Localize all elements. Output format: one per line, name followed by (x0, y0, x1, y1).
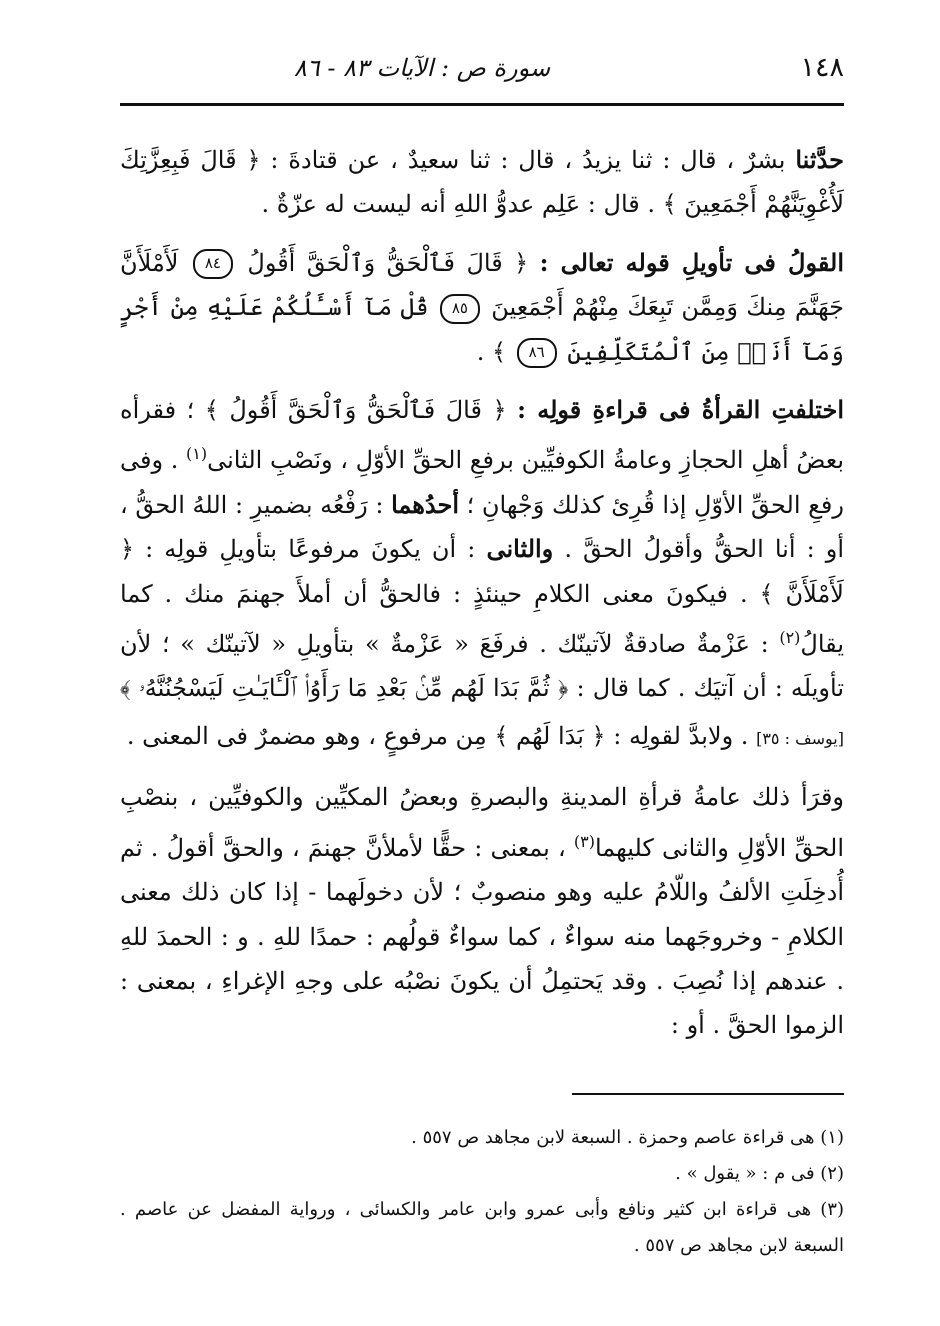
paragraph-text: بشرٌ ، قال : ثنا يزيدُ ، قال : ثنا سعيدٌ ، عن قتادةَ : ﴿ قَالَ فَبِعِزَّتِكَ لَأُغْوِيَنَّهُمْ أَجْمَعِينَ ﴾ . قال : عَلِم عدوُّ اللهِ أنه ليست له عزّةٌ . (120, 146, 844, 219)
footnote-ref: (١) (185, 444, 208, 464)
paragraph-text: ، بمعنى : حقًّا لأملأنَّ جهنمَ ، والحقَّ أقولُ . ثم أُدخِلَتِ الألفُ واللّامُ عليه وهو منصوبٌ ؛ لأن دخولَهما - إذا كان ذلك معنى الكلامِ - وخروجَهما منه سواءٌ ، كما سواءٌ قولُهم : حمدًا للهِ . و : الحمدَ للهِ . عندهم إذا نُصِبَ . وقد يَحتمِلُ أن يكونَ نصْبُه على وجهِ الإغراءِ ، بمعنى : الزموا الحقَّ . أو : (120, 833, 844, 1040)
ayah-number-mark: ٨٥ (440, 294, 480, 324)
verse-close: ﴾ . (476, 337, 507, 366)
footnotes (120, 1120, 844, 1264)
paragraph-lead: اختلفتِ القرأةُ فى قراءةِ قولِه : (517, 395, 844, 425)
paragraph-text: وقرَأ ذلك عامةُ قرأةِ المدينةِ والبصرةِ وبعضُ المكيِّين والكوفيِّين ، بنصْبِ الحقِّ الأوّلِ والثانى كليهما (120, 783, 844, 862)
paragraph-verse (120, 241, 844, 374)
verse-text: قُلْ مَآ أَسْـَٔلُكُمْ عَلَيْهِ مِنْ أَجْرٍ وَمَآ أَنَا۠ مِنَ ٱلْمُتَكَلِّفِينَ (120, 293, 844, 366)
paragraph-commentary (120, 388, 844, 761)
verse-text: لَأَمْلَأَنَّ جَهَنَّمَ مِنكَ وَمِمَّن تَبِعَكَ مِنْهُمْ أَجْمَعِينَ (120, 248, 844, 322)
main-text (120, 138, 844, 1058)
footnote-ref: (٣) (573, 831, 595, 851)
page-header (120, 52, 844, 92)
footnote: (٣) هى قراءة ابن كثير ونافع وأبى عمرو وابن عامر والكسائى ، ورواية المفضل عن عاصم . السبعة لابن مجاهد ص ٥٥٧ . (120, 1199, 844, 1256)
paragraph-text: : رَفْعُه بضميرِ : اللهُ الحقُّ ، أو : أنا الحقُّ وأقولُ الحقَّ . (120, 490, 844, 564)
footnote-ref: (٢) (779, 628, 801, 648)
ayah-number-mark: ٨٤ (193, 249, 233, 279)
verse-reference: [يوسف : ٣٥] (756, 728, 844, 748)
paragraph-lead: أحدُهما (391, 489, 460, 519)
paragraph-text: : أن يكونَ مرفوعًا بتأويلِ قولِه : ﴿ لَأَمْلَأَنَّ ﴾ . فيكونَ معنى الكلامِ حينئذٍ : فالحقُّ أن أملأَ جهنمَ منك . كما يقالُ (120, 535, 844, 659)
paragraph-hadith (120, 138, 844, 227)
paragraph-text: ﴿ قَالَ فَٱلْحَقُّ وَٱلْحَقَّ أَقُولُ ﴾ ؛ فقرأه بعضُ أهلِ الحجازِ وعامةُ الكوفيِّين برفعِ الحقِّ الأوّلِ ، ونَصْبِ الثانى (120, 396, 844, 475)
footnote: (٢) فى م : « يقول » . (675, 1163, 844, 1184)
header-rule (120, 103, 844, 106)
paragraph-text: : عَزْمةٌ صادقةٌ لآتينّك . فرفَعَ « عَزْمةٌ » بتأويلِ « لآتينّك » ؛ لأن تأويلَه : أن آتيَك . كما قال : ﴿ ثُمَّ بَدَا لَهُم مِّنۢ بَعْدِ مَا رَأَوُا۟ ٱلْـَٔايَـٰتِ لَيَسْجُنُنَّهُۥ ﴾ (120, 630, 844, 703)
paragraph-text: . ولابدَّ لقولِه : ﴿ بَدَا لَهُم ﴾ مِن مرفوعٍ ، وهو مضمرٌ فى المعنى . (126, 721, 757, 750)
paragraph-lead: والثانى (486, 534, 554, 564)
paragraph-text: . وفى رفعِ الحقِّ الأوّلِ إذا قُرِئ كذلك وَجْهانِ ؛ (120, 446, 844, 519)
footnote: (١) هى قراءة عاصم وحمزة . السبعة لابن مجاهد ص ٥٥٧ . (411, 1127, 844, 1148)
ayah-number-mark: ٨٦ (517, 338, 557, 368)
paragraph-reading (120, 775, 844, 1047)
page-number: ١٤٨ (800, 52, 844, 83)
paragraph-lead: القولُ فى تأويلِ قوله تعالى : (539, 247, 845, 277)
verse-text: ﴿ قَالَ فَٱلْحَقُّ وَٱلْحَقَّ أَقُولُ (247, 248, 540, 277)
paragraph-lead: حدَّثنا (795, 145, 844, 174)
running-title: سورة ص : الآيات ٨٣ - ٨٦ (293, 54, 551, 82)
footnote-rule (572, 1093, 844, 1095)
